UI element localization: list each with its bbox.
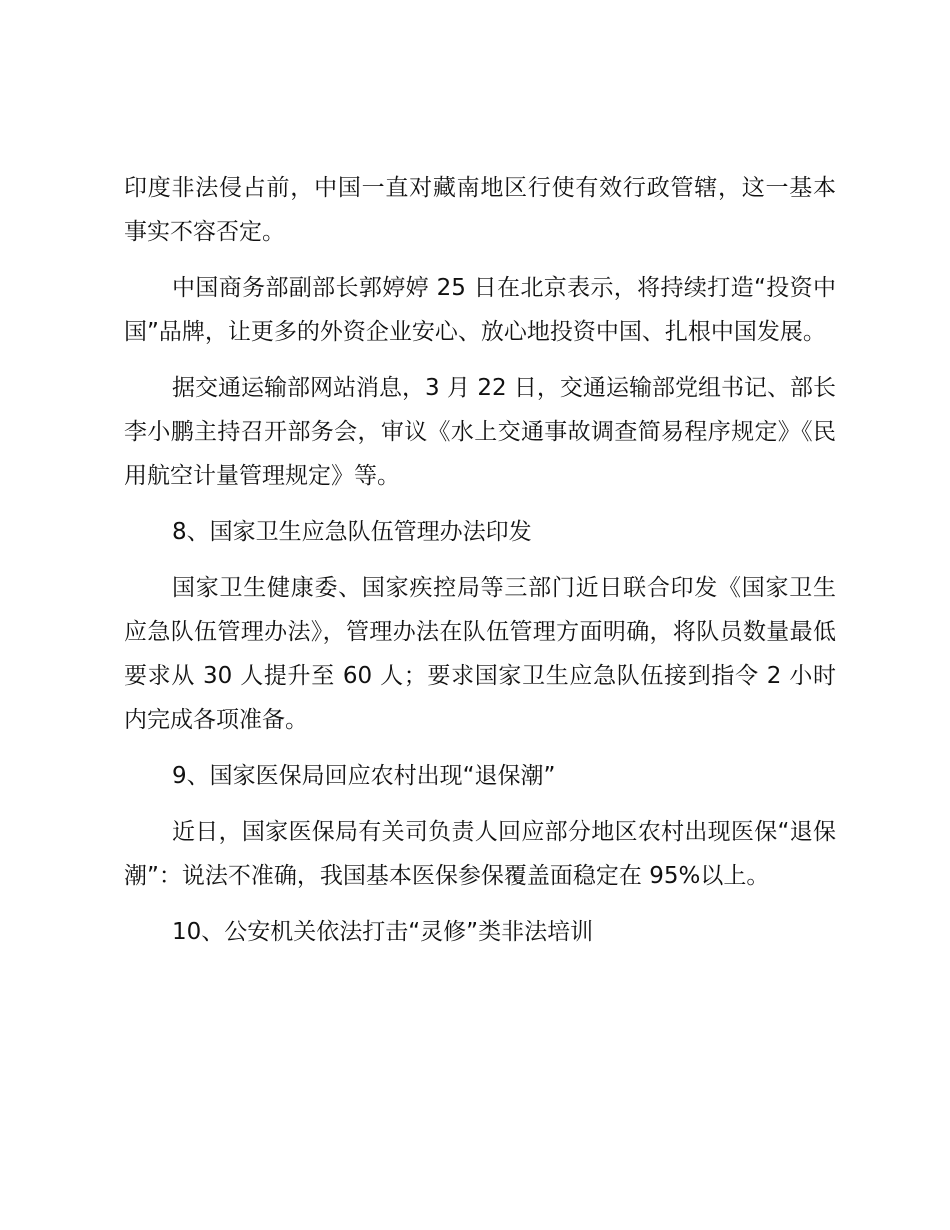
document-body bbox=[124, 166, 836, 966]
paragraph-medical-insurance: 近日，国家医保局有关司负责人回应部分地区农村出现医保“退保潮”：说法不准确，我国基本医保参保覆盖面稳定在 95%以上。 bbox=[124, 819, 836, 889]
heading-item-9: 9、国家医保局回应农村出现“退保潮” bbox=[172, 763, 556, 789]
paragraph-commerce-ministry: 中国商务部副部长郭婷婷 25 日在北京表示，将持续打造“投资中国”品牌，让更多的外资企业安心、放心地投资中国、扎根中国发展。 bbox=[124, 275, 836, 345]
heading-item-8: 8、国家卫生应急队伍管理办法印发 bbox=[172, 519, 532, 545]
heading-item-10: 10、公安机关依法打击“灵修”类非法培训 bbox=[172, 919, 594, 945]
paragraph-continuation: 印度非法侵占前，中国一直对藏南地区行使有效行政管辖，这一基本事实不容否定。 bbox=[124, 175, 836, 245]
paragraph-health-emergency-teams: 国家卫生健康委、国家疾控局等三部门近日联合印发《国家卫生应急队伍管理办法》，管理办法在队伍管理方面明确，将队员数量最低要求从 30 人提升至 60 人；要求国家卫生应急队伍接到指令 2 小时内完成各项准备。 bbox=[124, 575, 836, 733]
paragraph-transport-ministry: 据交通运输部网站消息，3 月 22 日，交通运输部党组书记、部长李小鹏主持召开部务会，审议《水上交通事故调查简易程序规定》《民用航空计量管理规定》等。 bbox=[124, 375, 836, 489]
